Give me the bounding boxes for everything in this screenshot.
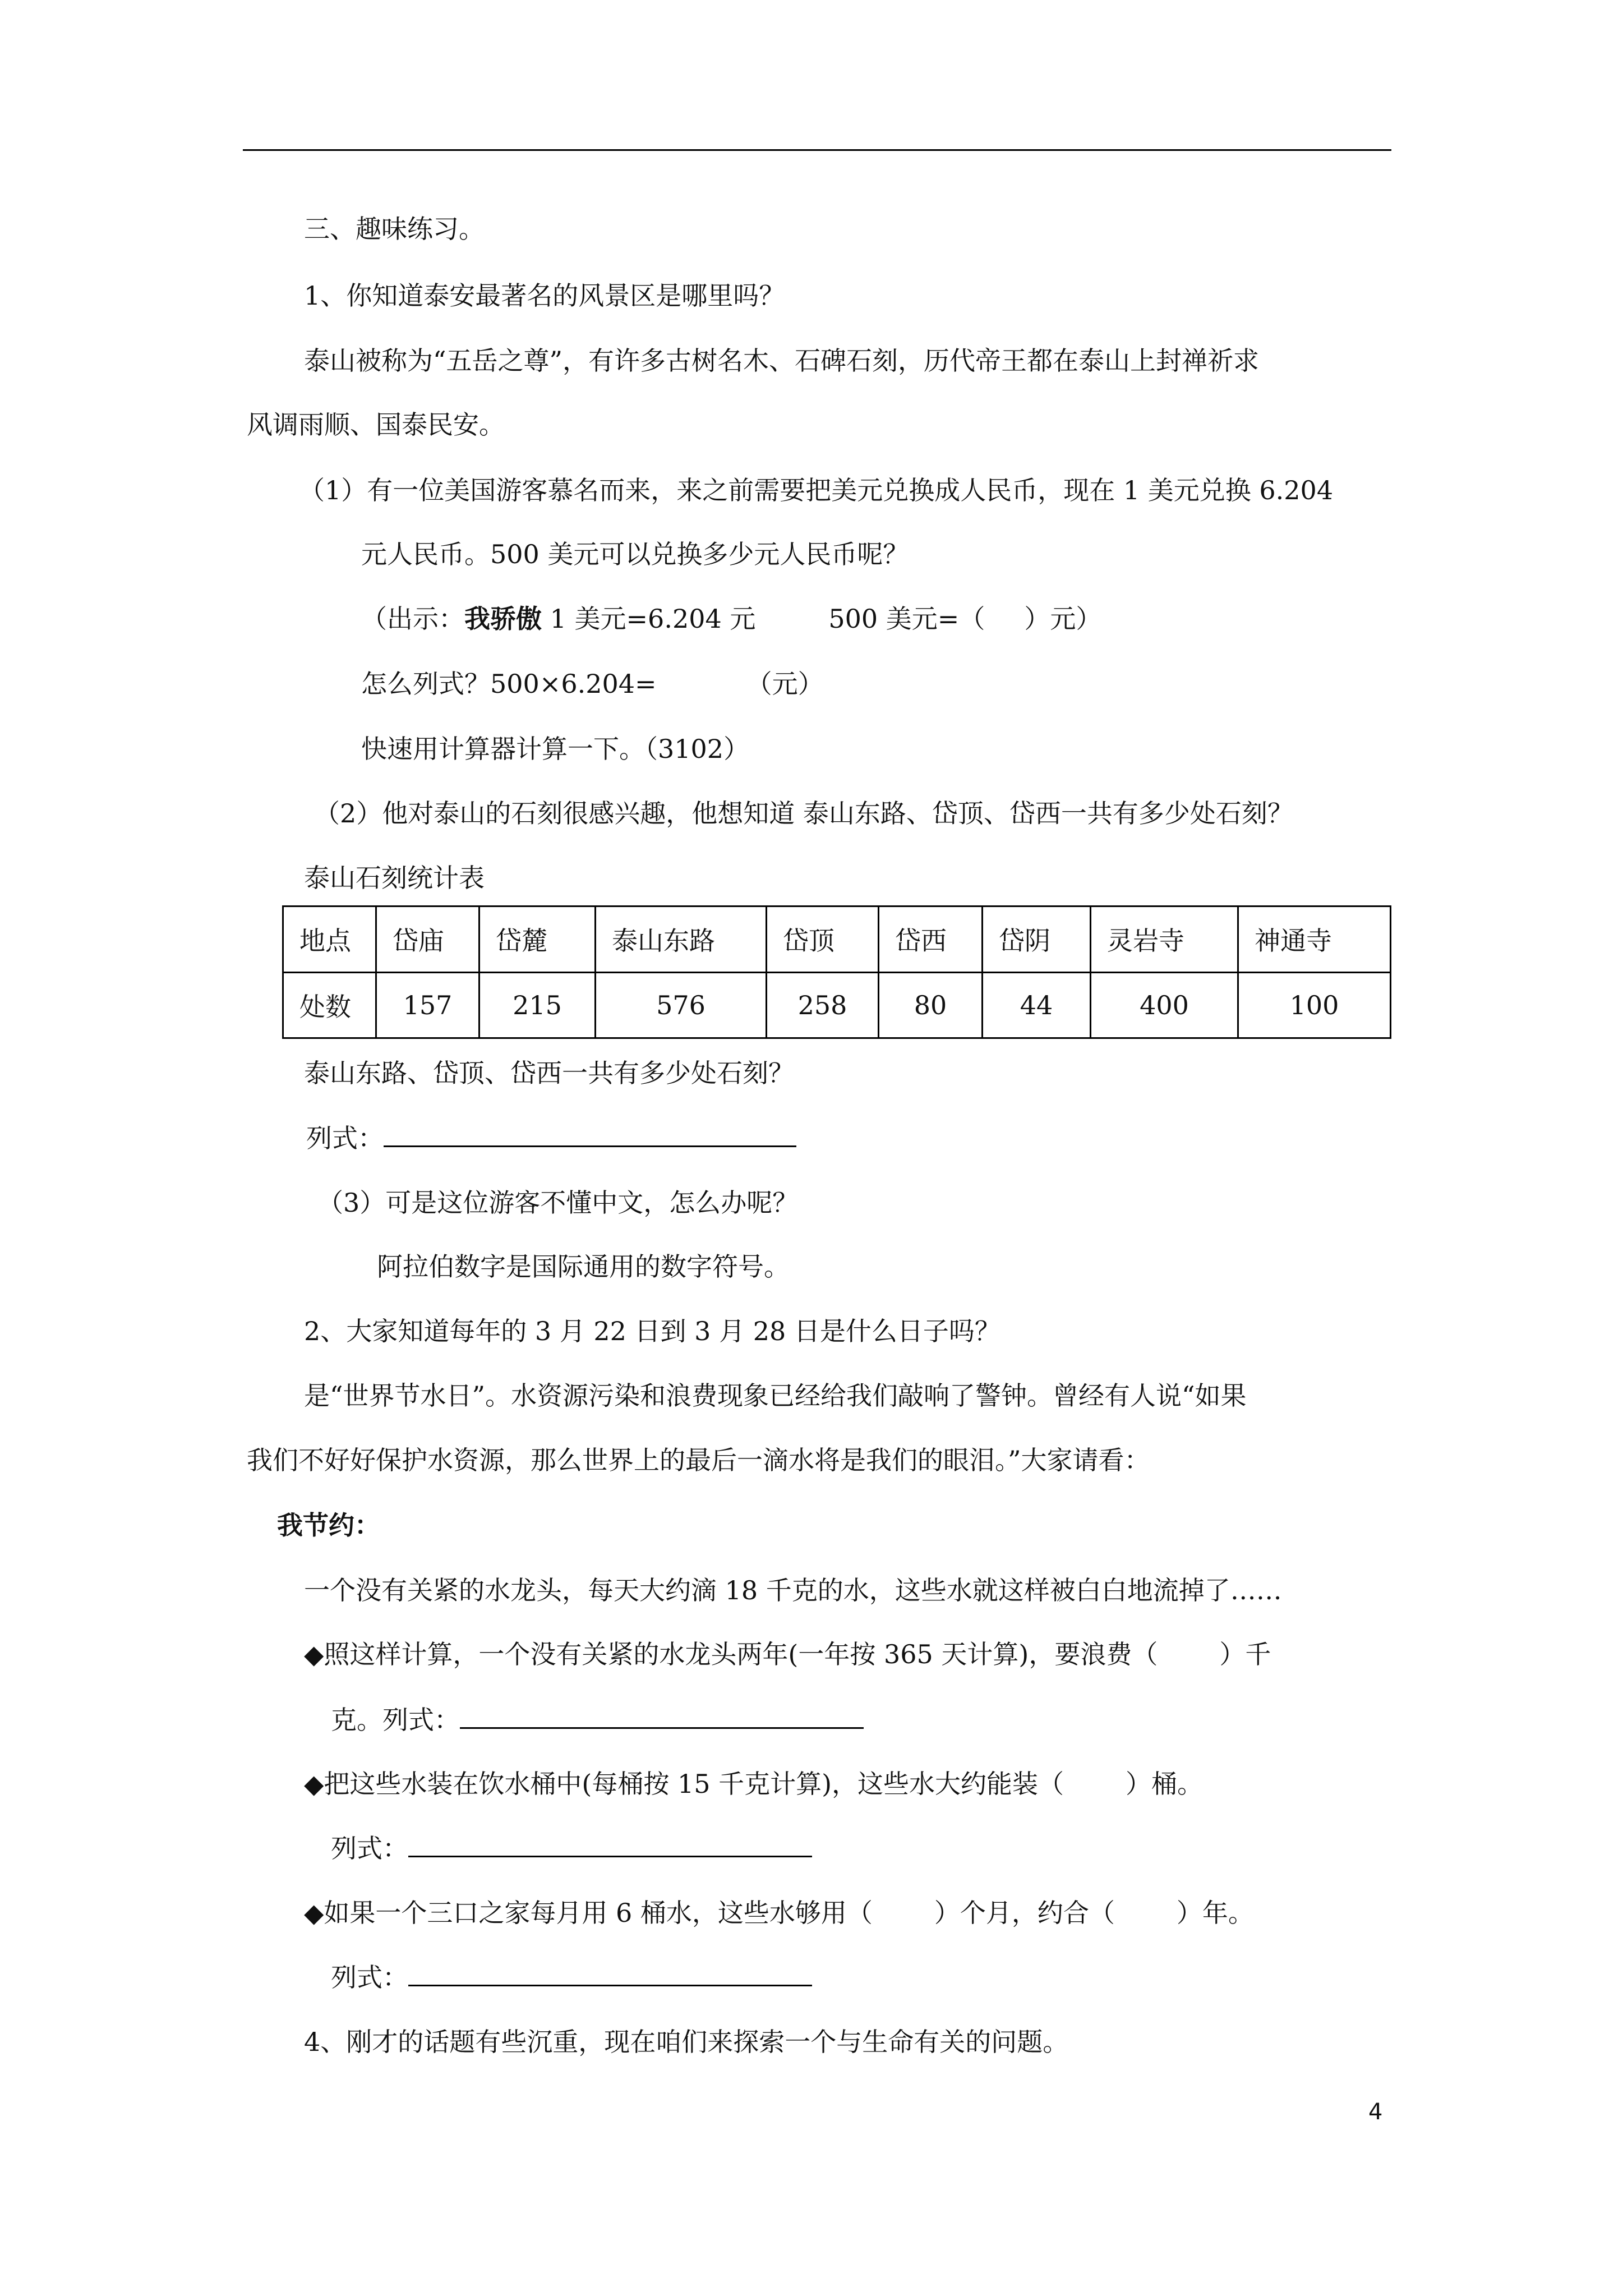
part-3-question: （3）可是这位游客不懂中文，怎么办呢？: [317, 1188, 799, 1218]
bullet-3-text: ◆如果一个三口之家每月用 6 桶水，这些水够用（: [304, 1898, 873, 1928]
proud-label: 我骄傲: [464, 604, 542, 634]
taishan-intro-line-1: 泰山被称为“五岳之尊”，有许多古树名木、石碑石刻，历代帝王都在泰山上封禅祈求: [304, 346, 1260, 376]
bullet-1-line-1: [304, 1637, 1271, 1671]
table-cell: 215: [479, 972, 596, 1038]
bullet-3-mid: ）个月，约合（: [934, 1898, 1115, 1928]
answer-blank[interactable]: [408, 1960, 812, 1986]
bullet-3-line: [304, 1896, 1254, 1930]
table-cell: 157: [376, 972, 479, 1038]
exchange-question-end: ）元）: [1024, 604, 1102, 634]
table-header-cell: 岱麓: [479, 907, 596, 973]
taishan-intro-line-2: 风调雨顺、国泰民安。: [247, 409, 505, 440]
bullet-3-end: ）年。: [1176, 1898, 1254, 1928]
formula-label: 列式：: [331, 1962, 408, 1993]
calculator-hint: 快速用计算器计算一下。（3102）: [361, 734, 750, 764]
formula-label: 列式：: [306, 1123, 384, 1153]
table-header-row: [283, 907, 1391, 973]
table-cell: 258: [767, 972, 879, 1038]
question-4-title: 4、刚才的话题有些沉重，现在咱们来探索一个与生命有关的问题。: [304, 2027, 1069, 2057]
table-header-cell: 神通寺: [1238, 907, 1391, 973]
question-1-title: 1、你知道泰安最著名的风景区是哪里吗？: [304, 280, 785, 311]
table-header-cell: 灵岩寺: [1091, 907, 1238, 973]
water-day-line-1: 是“世界节水日”。水资源污染和浪费现象已经给我们敲响了警钟。曾经有人说“如果: [304, 1381, 1247, 1411]
table-header-cell: 泰山东路: [596, 907, 767, 973]
bullet-1-unit: ）千: [1219, 1639, 1271, 1669]
answer-blank[interactable]: [384, 1121, 796, 1147]
exchange-question: 500 美元=（: [828, 604, 985, 634]
table-cell: 400: [1091, 972, 1238, 1038]
water-day-line-2: 我们不好好保护水资源，那么世界上的最后一滴水将是我们的眼泪。”大家请看：: [247, 1445, 1150, 1475]
section-title: 三、趣味练习。: [304, 214, 485, 244]
formula-unit: （元）: [746, 669, 824, 699]
part-2-question: （2）他对泰山的石刻很感兴趣，他想知道 泰山东路、岱顶、岱西一共有多少处石刻？: [314, 798, 1293, 829]
formula-prefix: 怎么列式？500×6.204=: [361, 669, 657, 699]
table-cell: 44: [983, 972, 1091, 1038]
formula-row-2: [331, 1831, 812, 1865]
formula-label: 列式：: [331, 1833, 408, 1864]
formula-row-3: [331, 1960, 812, 1994]
stone-carving-table: [282, 905, 1391, 1039]
part-1-line-1: （1）有一位美国游客慕名而来，来之前需要把美元兑换成人民币，现在 1 美元兑换 6.204: [299, 475, 1334, 505]
part-3-note: 阿拉伯数字是国际通用的数字符号。: [377, 1251, 790, 1282]
answer-blank[interactable]: [408, 1831, 812, 1857]
exchange-rate: 1 美元=6.204 元: [542, 604, 756, 634]
table-row: [283, 972, 1391, 1038]
header-rule: [243, 149, 1391, 151]
table-header-cell: 地点: [283, 907, 376, 973]
display-prefix: （出示：: [361, 604, 464, 634]
part-1-line-2: 元人民币。500 美元可以兑换多少元人民币呢？: [361, 539, 909, 569]
table-header-cell: 岱西: [879, 907, 983, 973]
part-2-sub-question: 泰山东路、岱顶、岱西一共有多少处石刻？: [304, 1058, 794, 1088]
bullet-2-text: ◆把这些水装在饮水桶中(每桶按 15 千克计算)，这些水大约能装（: [304, 1769, 1064, 1799]
bullet-2-unit: ）桶。: [1126, 1769, 1204, 1799]
table-cell: 576: [596, 972, 767, 1038]
bullet-2-line: [304, 1767, 1203, 1801]
table-title: 泰山石刻统计表: [304, 863, 485, 893]
bullet-1-line-2: [331, 1703, 864, 1737]
table-header-cell: 岱顶: [767, 907, 879, 973]
answer-blank[interactable]: [460, 1703, 864, 1729]
bullet-1-formula-label: 克。列式：: [331, 1705, 460, 1735]
save-heading: 我节约：: [277, 1510, 380, 1540]
page-number: 4: [1368, 2099, 1383, 2125]
exchange-display: [361, 602, 1101, 636]
table-header-cell: 岱阴: [983, 907, 1091, 973]
bullet-1-text: ◆照这样计算，一个没有关紧的水龙头两年(一年按 365 天计算)，要浪费（: [304, 1639, 1158, 1669]
formula-line: [361, 667, 824, 701]
table-header-cell: 岱庙: [376, 907, 479, 973]
tap-statement: 一个没有关紧的水龙头，每天大约滴 18 千克的水，这些水就这样被白白地流掉了……: [304, 1575, 1282, 1605]
table-row-label: 处数: [283, 972, 376, 1038]
formula-row-1: [306, 1121, 796, 1155]
table-cell: 100: [1238, 972, 1391, 1038]
table-cell: 80: [879, 972, 983, 1038]
question-2-title: 2、大家知道每年的 3 月 22 日到 3 月 28 日是什么日子吗？: [304, 1316, 1000, 1346]
